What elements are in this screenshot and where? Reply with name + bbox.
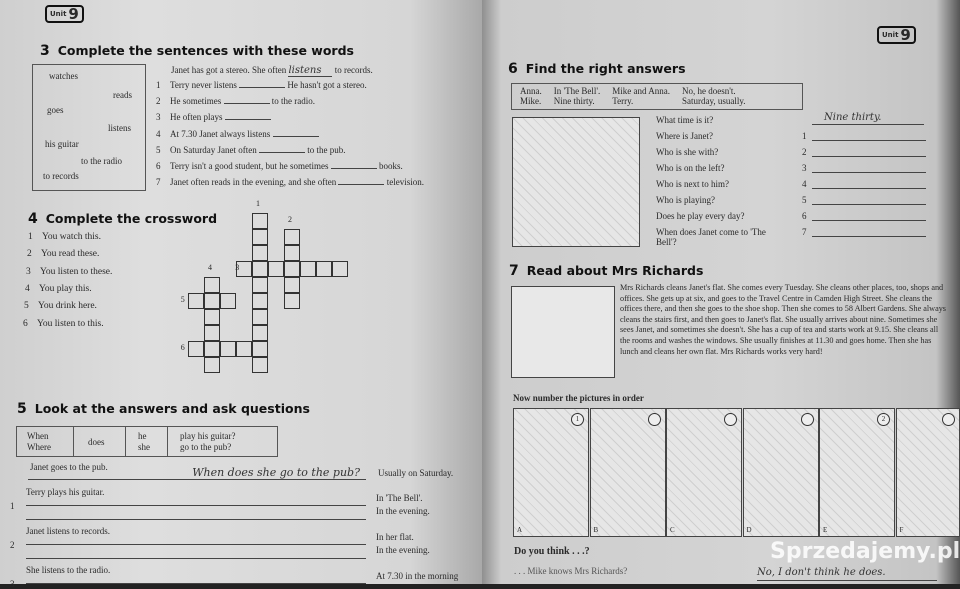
pictures-subtitle: Now number the pictures in order (513, 393, 644, 403)
grid-number: 6 (180, 343, 185, 352)
answer-blank[interactable] (259, 145, 305, 153)
question-number: 6 (802, 211, 807, 221)
number-circle[interactable] (942, 413, 955, 426)
sentence-item: 2 He sometimes to the radio. (156, 96, 315, 107)
crossword-cell[interactable] (252, 261, 268, 277)
crossword-cell[interactable] (252, 341, 268, 357)
example-statement: Janet goes to the pub. (30, 462, 108, 472)
grid-number: 5 (180, 295, 185, 304)
answer-column (682, 86, 746, 107)
example-answer: When does she go to the pub? (146, 466, 366, 480)
answer-option: Nine thirty. (553, 96, 595, 106)
crossword-cell[interactable] (220, 341, 236, 357)
reply: In her flat. (376, 532, 414, 542)
story-text: Mrs Richards cleans Janet's flat. She comes every Tuesday. She cleans other places, too, shops and offices. She gets up at six, and goes to the Travel Centre in Camden High Street. She cleans the offices there, and then she goes to the shoe shop. Then she comes to 58 Albert Gardens. She always cleans the stairs first, and then goes to Janet's flat. She usually arrives about nine. Sometimes she sees Janet, and sometimes she doesn't. She has a cup of tea and starts work at 9.15. She cleans all the rooms and washes the windows. She usually finishes at 11.30 and goes home. Then she has lunch and cleans her own flat. Mrs Richards works very hard! (620, 283, 946, 356)
picture-label: F (899, 526, 904, 534)
table-cell: he (138, 431, 147, 441)
crossword-cell[interactable] (252, 325, 268, 341)
answer-option: Terry. (612, 96, 634, 106)
crossword-clue: 6 You listen to this. (23, 318, 104, 329)
grid-number: 1 (256, 199, 260, 208)
ex3-example: Janet has got a stereo. She often listens to records. (171, 65, 373, 76)
crossword-cell[interactable] (284, 277, 300, 293)
question: Where is Janet? (656, 131, 713, 141)
crossword-cell[interactable] (204, 309, 220, 325)
crossword-cell[interactable] (236, 341, 252, 357)
word: goes (47, 105, 64, 115)
crossword-clue: 4 You play this. (25, 283, 92, 294)
ex3-number: 3 (40, 43, 50, 59)
crossword-clue: 3 You listen to these. (26, 266, 113, 277)
story-picture (819, 408, 895, 537)
ex3-title: Complete the sentences with these words (57, 43, 354, 58)
answer-blank[interactable] (224, 96, 270, 104)
question-number: 3 (802, 163, 807, 173)
crossword-cell[interactable] (188, 341, 204, 357)
answer-line (28, 479, 146, 480)
answer-line[interactable] (812, 163, 926, 173)
table-cell: play his guitar? (180, 431, 236, 441)
crossword-cell[interactable] (252, 277, 268, 293)
answer-option: Mike and Anna. (612, 86, 670, 96)
sentence-item: 3 He often plays (156, 112, 271, 122)
crossword-cell[interactable] (252, 357, 268, 373)
sentence-item: 5 On Saturday Janet often to the pub. (156, 144, 346, 155)
think-title: Do you think . . .? (514, 546, 590, 557)
crossword-cell[interactable] (252, 213, 268, 229)
sentence-item: 7 Janet often reads in the evening, and she often television. (156, 177, 424, 188)
number-circle[interactable]: 2 (877, 413, 890, 426)
crossword-cell[interactable] (284, 293, 300, 309)
crossword-cell[interactable] (284, 229, 300, 245)
right-page (482, 0, 960, 584)
crossword-cell[interactable] (204, 341, 220, 357)
crossword-clue: 2 You read these. (27, 249, 100, 260)
answer-blank[interactable] (338, 177, 384, 185)
question-number: 5 (802, 195, 807, 205)
sentence-item: 1 Terry never listens He hasn't got a stereo. (156, 80, 367, 90)
answer-blank[interactable] (331, 161, 377, 169)
question: Who is she with? (656, 147, 719, 157)
example-reply: Usually on Saturday. (378, 468, 454, 478)
crossword-cell[interactable] (188, 293, 204, 309)
crossword-cell[interactable] (316, 261, 332, 277)
answer-option: No, he doesn't. (681, 86, 736, 96)
crossword-cell[interactable] (252, 293, 268, 309)
statement: Janet listens to records. (26, 526, 110, 536)
word: reads (113, 90, 132, 100)
word: watches (49, 71, 78, 81)
unit-number: 9 (68, 5, 79, 23)
crossword-clue: 5 You drink here. (24, 301, 97, 312)
question-number: 2 (802, 147, 807, 157)
story-picture (666, 408, 742, 537)
unit-badge (45, 5, 84, 23)
crossword-cell[interactable] (332, 261, 348, 277)
answer-line[interactable] (26, 551, 366, 559)
table-cell: does (74, 427, 126, 456)
reply: In 'The Bell'. (376, 493, 423, 503)
picture-label: C (670, 526, 675, 534)
crossword-cell[interactable] (284, 245, 300, 261)
crossword-cell[interactable] (204, 357, 220, 373)
answer-line[interactable] (26, 512, 366, 520)
question-number: 7 (802, 227, 807, 237)
answer-option: Anna. (520, 86, 542, 96)
question-table (16, 426, 278, 457)
number-circle[interactable]: 1 (571, 413, 584, 426)
answer-line[interactable] (26, 537, 366, 545)
word: to records (43, 171, 79, 181)
question: Who is on the left? (656, 163, 725, 173)
sentence-item: 4 At 7.30 Janet always listens (156, 129, 319, 139)
story-picture (896, 408, 960, 537)
answer-line[interactable] (812, 131, 926, 141)
question-number: 4 (802, 179, 807, 189)
ex6-heading: 6 Find the right answers (508, 61, 686, 77)
table-cell: Where (27, 442, 51, 452)
picture-label: D (746, 526, 752, 534)
answer-line[interactable] (812, 195, 926, 205)
answer-blank[interactable] (273, 129, 319, 137)
number-circle[interactable] (801, 413, 814, 426)
crossword-cell[interactable] (220, 293, 236, 309)
answer-line[interactable] (812, 227, 926, 237)
word-box (32, 64, 146, 191)
answer-option: Mike. (520, 96, 542, 106)
number-circle[interactable] (724, 413, 737, 426)
table-cell: When (27, 431, 49, 441)
think-answer: No, I don't think he does. (757, 567, 937, 581)
table-cell: go to the pub? (180, 442, 232, 452)
word: listens (108, 123, 132, 133)
sentence-item: 6 Terry isn't a good student, but he sometimes books. (156, 161, 403, 171)
unit-label: Unit (50, 10, 67, 18)
ex3-heading (40, 43, 354, 59)
reply: At 7.30 in the morning (376, 571, 459, 581)
word: to the radio (81, 156, 122, 166)
answer-blank[interactable] (225, 112, 271, 120)
crossword-cell[interactable] (284, 261, 300, 277)
crossword-clue: 1 You watch this. (28, 232, 101, 242)
answer-line[interactable] (812, 147, 926, 157)
ex4-heading: 4 Complete the crossword (28, 211, 218, 227)
crossword-cell[interactable] (268, 261, 284, 277)
ex7-heading: 7 Read about Mrs Richards (509, 263, 704, 279)
picture-label: E (823, 526, 828, 534)
reply: In the evening. (376, 545, 430, 555)
answer-line[interactable] (812, 211, 926, 221)
word: his guitar (45, 139, 79, 149)
question-number: 1 (802, 131, 807, 141)
crossword-cell[interactable] (252, 309, 268, 325)
answer-blank[interactable] (239, 80, 285, 88)
number-circle[interactable] (648, 413, 661, 426)
table-cell: she (138, 442, 150, 452)
grid-number: 2 (288, 215, 292, 224)
answer-line[interactable] (26, 498, 366, 506)
watermark: Sprzedajemy.pl (770, 539, 960, 564)
pub-illustration (512, 117, 640, 247)
answer-box (511, 83, 803, 110)
story-picture (743, 408, 819, 537)
answer-option: Saturday, usually. (681, 96, 746, 106)
answer-option: In 'The Bell'. (553, 86, 601, 96)
example-question: What time is it? (656, 115, 714, 125)
crossword-cell[interactable] (204, 293, 220, 309)
question: Who is playing? (656, 195, 715, 205)
think-question: . . . Mike knows Mrs Richards? (514, 566, 628, 576)
story-picture (590, 408, 666, 537)
mrs-richards-portrait (511, 286, 615, 378)
picture-label: B (593, 526, 599, 534)
crossword-cell[interactable] (204, 277, 220, 293)
grid-number: 4 (208, 263, 212, 272)
statement: She listens to the radio. (26, 565, 111, 575)
crossword-cell[interactable] (252, 245, 268, 261)
crossword-cell[interactable] (300, 261, 316, 277)
answer-line[interactable] (812, 179, 926, 189)
story-picture (513, 408, 589, 537)
answer-column (612, 86, 670, 107)
example-answer: Nine thirty. (812, 112, 924, 125)
crossword-cell[interactable] (204, 325, 220, 341)
crossword-cell[interactable] (252, 229, 268, 245)
question: When does Janet come to 'The Bell'? (656, 227, 766, 247)
answer-line[interactable] (26, 576, 366, 584)
unit-badge: Unit 9 (877, 26, 916, 44)
answer-column (520, 86, 542, 107)
item-number: 2 (10, 540, 15, 550)
item-number: 3 (10, 579, 15, 589)
example-answer: listens (288, 65, 332, 77)
question: Who is next to him? (656, 179, 729, 189)
answer-column (554, 86, 600, 107)
statement: Terry plays his guitar. (26, 487, 105, 497)
grid-number: 3 (235, 263, 240, 272)
picture-label: A (517, 526, 523, 534)
question: Does he play every day? (656, 211, 745, 221)
reply: In the evening. (376, 506, 430, 516)
ex5-heading: 5 Look at the answers and ask questions (17, 401, 310, 417)
item-number: 1 (10, 501, 15, 511)
